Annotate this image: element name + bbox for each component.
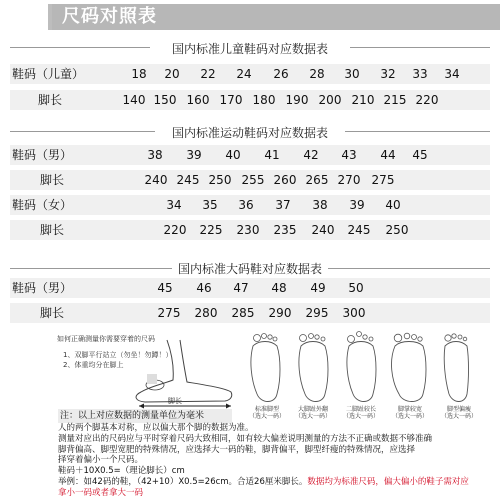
size-cell: 39 [186,148,202,162]
row-label: 鞋码（男） [12,281,73,295]
measure-guide [55,330,240,410]
length-cell: 220 [163,223,187,237]
size-cell: 32 [380,67,396,81]
sport-male-size-row [10,145,490,165]
size-cell: 18 [131,67,147,81]
note-line: 人的两个脚基本对称，应以偏大那个脚的数据为准。 [58,423,254,433]
length-cell: 250 [208,173,232,187]
row-label: 鞋码（女） [12,198,73,212]
foot-type-note: （选大一码） [391,413,428,420]
foot-types [245,328,495,420]
foot-type-note: （选大一码） [294,413,331,420]
size-cell: 40 [385,198,401,212]
size-cell: 37 [275,198,291,212]
length-cell: 280 [194,306,218,320]
header [0,0,500,34]
length-cell: 255 [241,173,265,187]
length-cell: 190 [285,93,309,107]
length-cell: 200 [318,93,342,107]
foot-type-2 [291,406,335,420]
note-line: 举例：如42码的鞋，（42+10）X0.5=26cm。合适26厘米脚长。 [58,476,308,487]
length-cell: 150 [153,93,177,107]
note-line: 鞋码＋10X0.5=（理论脚长）cm [58,466,185,477]
size-cell: 45 [157,281,173,295]
unit-note: 注：以上对应数据的测量单位为毫米 [58,409,232,423]
notes-body [58,423,498,499]
foot-type-5 [437,406,481,420]
size-cell: 48 [271,281,287,295]
size-cell: 33 [412,67,428,81]
size-cell: 50 [348,281,364,295]
sport-male-length-row [10,170,490,190]
length-cell: 140 [122,93,146,107]
length-cell: 300 [342,306,366,320]
note-line: 脚背偏高、脚型宽肥的特殊情况，应选择大一码的鞋，脚背偏平，脚型纤瘦的特殊情况，应选择 [58,444,416,455]
measure-heading: 如何正确测量你需要穿着的尺码 [57,335,155,343]
foot-types-illustration [245,328,495,408]
foot-length-label: 脚长 [168,397,182,405]
foot-side-illustration [55,330,240,410]
size-cell: 22 [200,67,216,81]
length-cell: 250 [385,223,409,237]
size-cell: 24 [236,67,252,81]
title-divider [350,47,490,48]
length-cell: 235 [273,223,297,237]
size-cell: 47 [233,281,249,295]
size-cell: 26 [273,67,289,81]
length-cell: 230 [236,223,260,237]
length-cell: 270 [337,173,361,187]
row-label: 脚长 [38,93,63,107]
length-cell: 240 [144,173,168,187]
size-cell: 43 [341,148,357,162]
foot-type-name: 脚型偏瘦 [446,406,471,413]
length-cell: 260 [273,173,297,187]
sport-female-size-row [10,195,490,215]
note-line: 择穿着偏小一个尺码。 [58,455,144,466]
length-cell: 240 [311,223,335,237]
size-cell: 44 [380,148,396,162]
foot-type-note: （选大一码） [342,413,379,420]
size-cell: 41 [264,148,280,162]
kids-size-row [10,64,490,84]
foot-type-1 [245,406,289,420]
size-cell: 34 [166,198,182,212]
sport-table-title: 国内标准运动鞋码对应数据表 [171,126,328,140]
row-label: 鞋码（儿童） [12,67,85,81]
title-divider [328,268,490,269]
size-cell: 30 [344,67,360,81]
size-cell: 45 [412,148,428,162]
length-cell: 275 [371,173,395,187]
length-cell: 285 [231,306,255,320]
length-cell: 275 [157,306,181,320]
row-label: 脚长 [40,306,65,320]
length-cell: 180 [252,93,276,107]
length-cell: 170 [219,93,243,107]
large-table-title: 国内标准大码鞋对应数据表 [177,262,322,276]
foot-type-name: 大脚趾外翻 [297,406,328,413]
kids-length-row [10,90,490,110]
row-label: 脚长 [40,173,65,187]
note-example [58,477,498,488]
kids-table-title: 国内标准儿童鞋码对应数据表 [171,42,328,56]
foot-type-4 [388,406,432,420]
foot-type-name: 标准脚型 [254,406,279,413]
measure-step-2: 2、体重均分在脚上 [63,361,124,369]
length-cell: 295 [305,306,329,320]
row-label: 鞋码（男） [12,148,73,162]
large-length-row [10,303,490,323]
note-warning: 拿小一码或者拿大一码 [58,487,144,498]
note-warning: 数据均为标准尺码，偏大偏小的鞋子需对应 [307,476,469,487]
foot-type-name: 脚掌较宽 [397,406,422,413]
foot-type-name: 二脚趾较长 [345,406,376,413]
row-label: 脚长 [40,223,65,237]
length-cell: 220 [415,93,439,107]
size-cell: 38 [147,148,163,162]
note-line: 测量对应出的尺码应与平时穿着尺码大致相同，如有较大偏差说明测量的方法不正确或数据不够准确 [58,433,433,444]
length-cell: 160 [186,93,210,107]
size-cell: 20 [164,67,180,81]
length-cell: 245 [347,223,371,237]
size-cell: 40 [225,148,241,162]
length-cell: 210 [351,93,375,107]
length-cell: 265 [305,173,329,187]
length-cell: 290 [268,306,292,320]
title-divider [345,131,490,132]
page-title: 尺码对照表 [62,6,157,27]
length-cell: 245 [176,173,200,187]
foot-type-3 [339,406,383,420]
size-cell: 35 [202,198,218,212]
size-cell: 36 [238,198,254,212]
size-cell: 39 [349,198,365,212]
large-size-row [10,278,490,298]
length-cell: 215 [383,93,407,107]
measure-step-1: 1、双脚平行站立（勿坐！勿蹲！） [63,351,173,359]
length-cell: 225 [199,223,223,237]
foot-type-note: （选大一码） [248,413,285,420]
size-cell: 28 [309,67,325,81]
size-cell: 46 [196,281,212,295]
size-cell: 49 [310,281,326,295]
header-accent [0,4,52,30]
foot-type-note: （选大一码） [440,413,477,420]
size-cell: 38 [312,198,328,212]
sport-female-length-row [10,220,490,240]
size-cell: 42 [303,148,319,162]
size-cell: 34 [444,67,460,81]
